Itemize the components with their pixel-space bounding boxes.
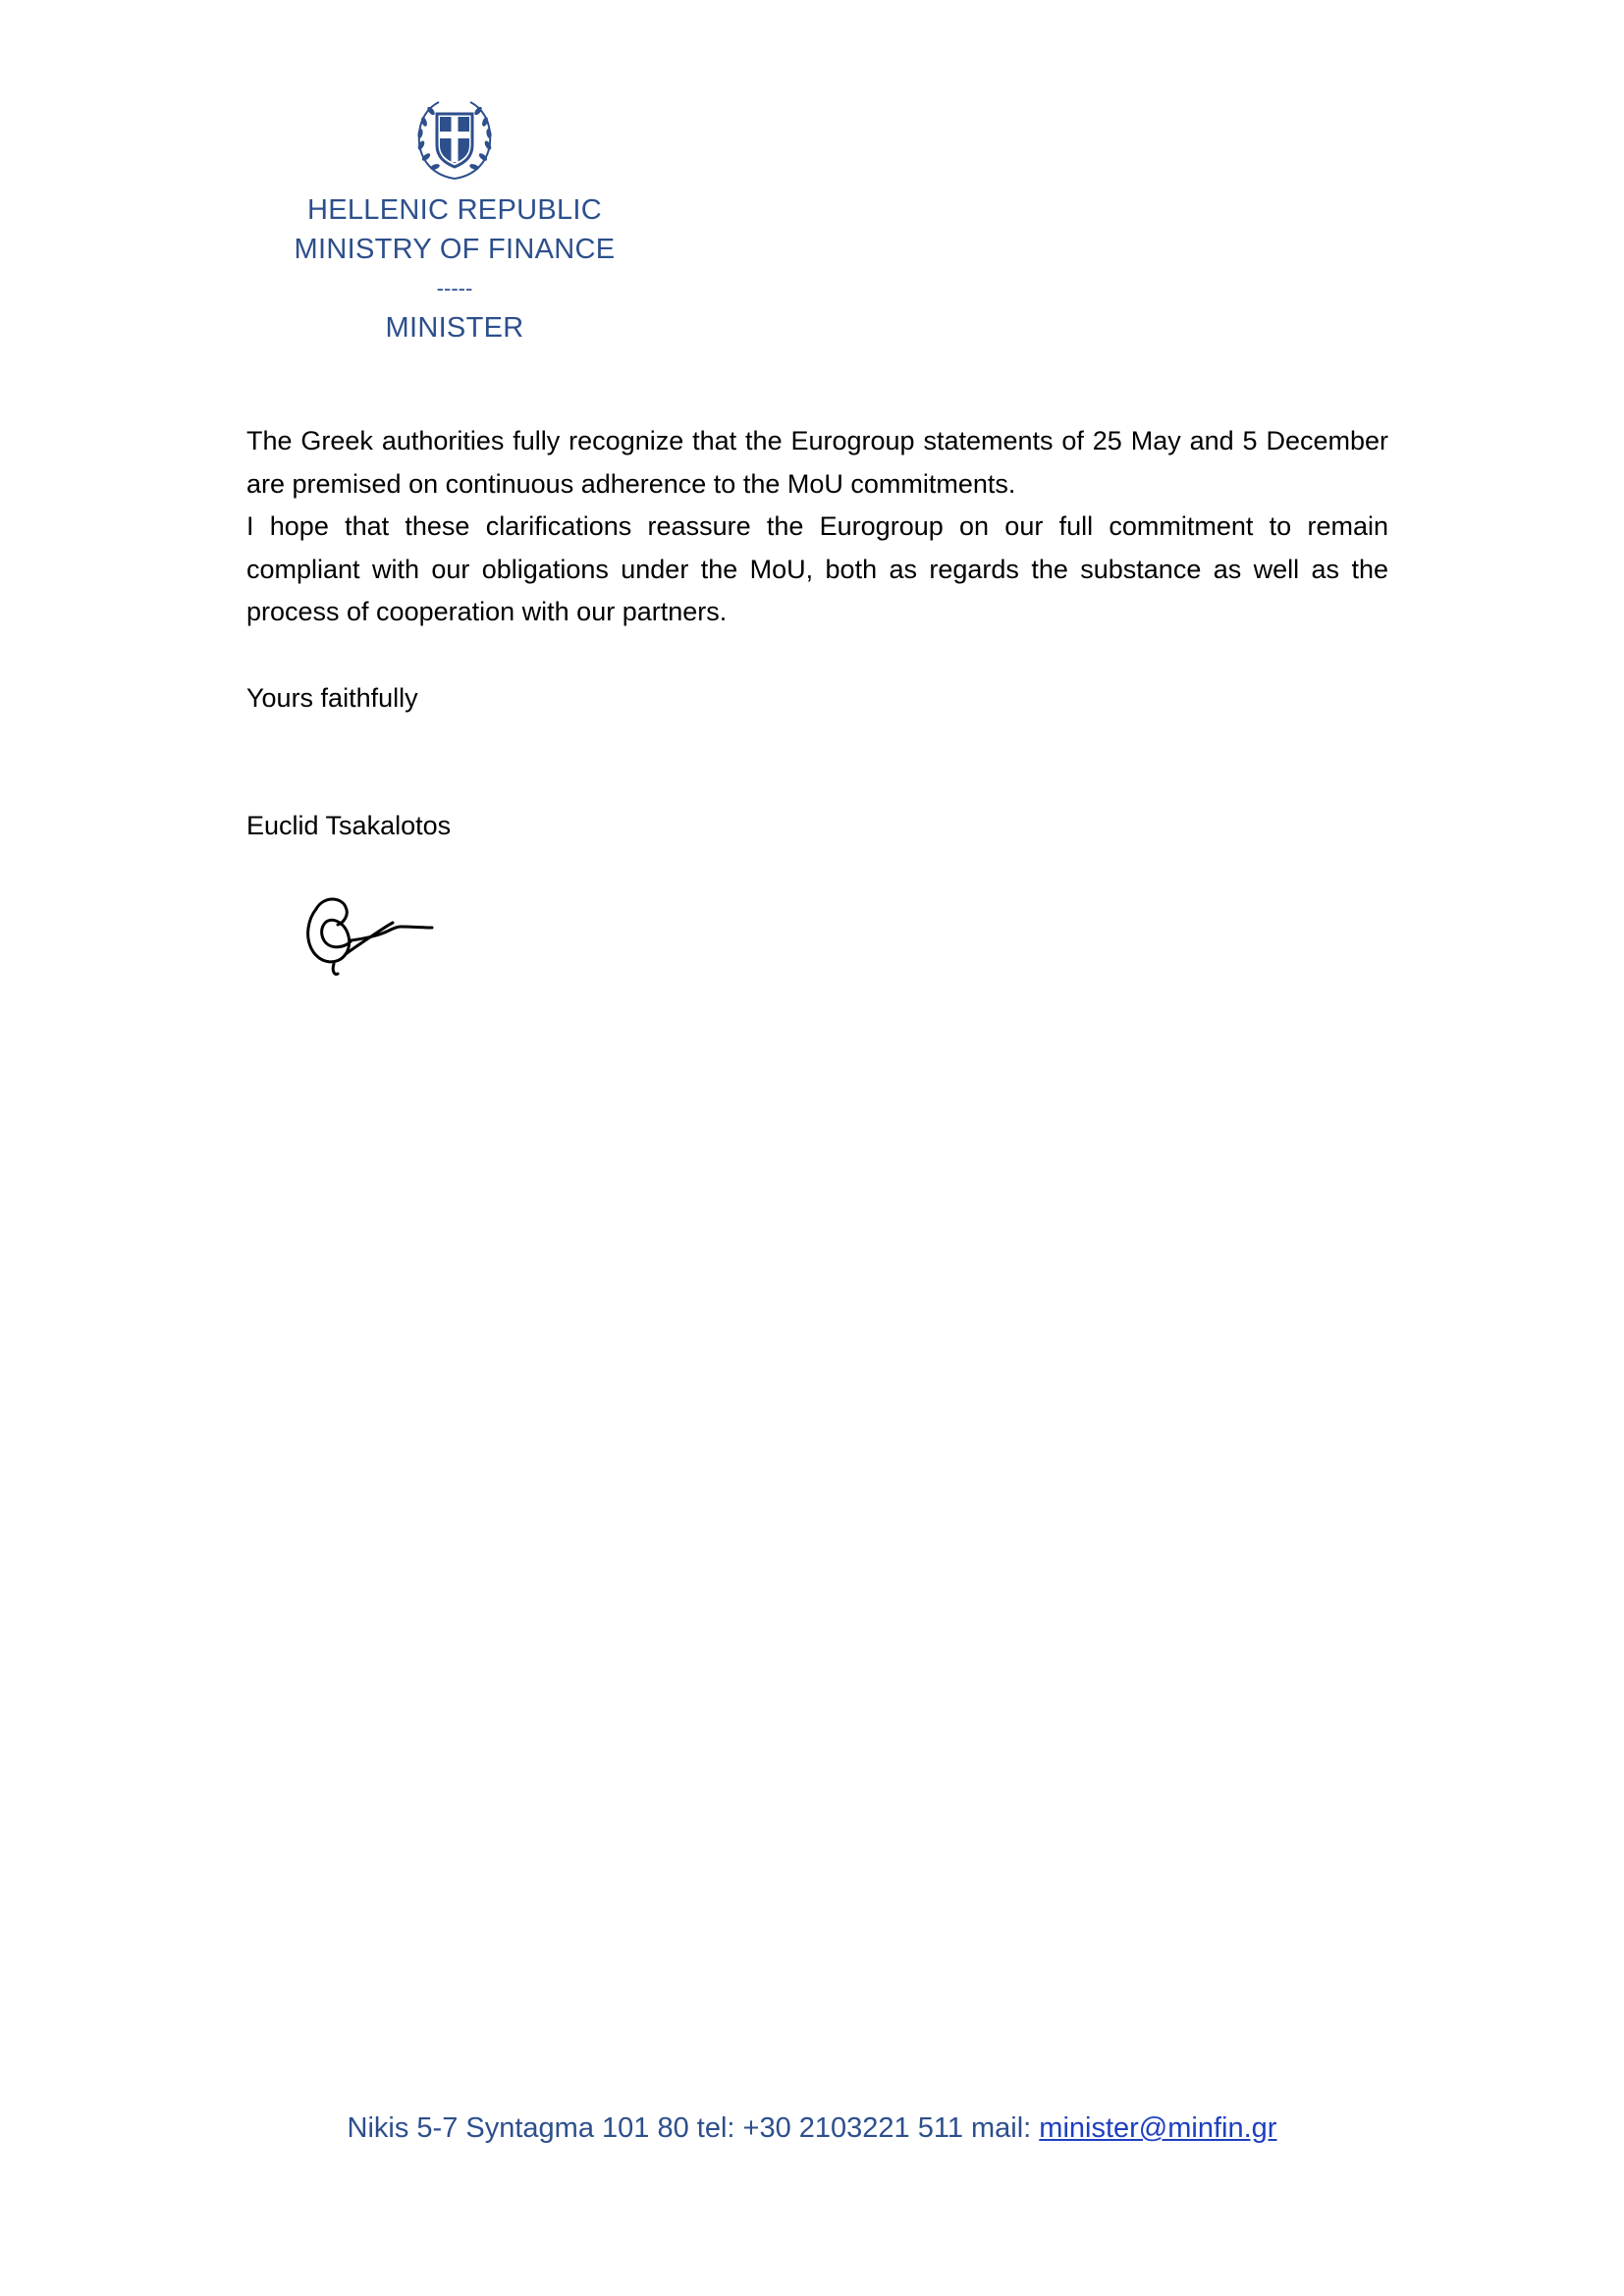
letterhead-separator: ----- <box>436 276 473 300</box>
hellenic-coat-of-arms-icon <box>409 94 500 185</box>
letterhead-country: HELLENIC REPUBLIC <box>306 194 603 226</box>
letterhead <box>258 94 651 347</box>
body-paragraph-2: I hope that these clarifications reassure the Eurogroup on our full commitment to remain compliant with our obligations under the MoU, both as regards the substance as well as the process of cooperation with our partners. <box>246 511 1388 626</box>
letterhead-minister: MINISTER <box>385 312 524 344</box>
letterhead-ministry: MINISTRY OF FINANCE <box>294 234 616 265</box>
footer-email-link[interactable]: minister@minfin.gr <box>1039 2112 1277 2144</box>
letter-body <box>246 420 1388 634</box>
body-paragraph-1: The Greek authorities fully recognize that the Eurogroup statements of 25 May and 5 December are premised on continuous adherence to the MoU commitments. <box>246 426 1388 499</box>
footer-address: Nikis 5-7 Syntagma 101 80 tel: +30 2103221 511 mail: <box>347 2112 1040 2144</box>
signer-name: Euclid Tsakalotos <box>246 811 452 840</box>
letter-closing: Yours faithfully <box>246 683 418 713</box>
handwritten-signature <box>295 880 442 988</box>
letter-footer <box>0 2109 1624 2148</box>
